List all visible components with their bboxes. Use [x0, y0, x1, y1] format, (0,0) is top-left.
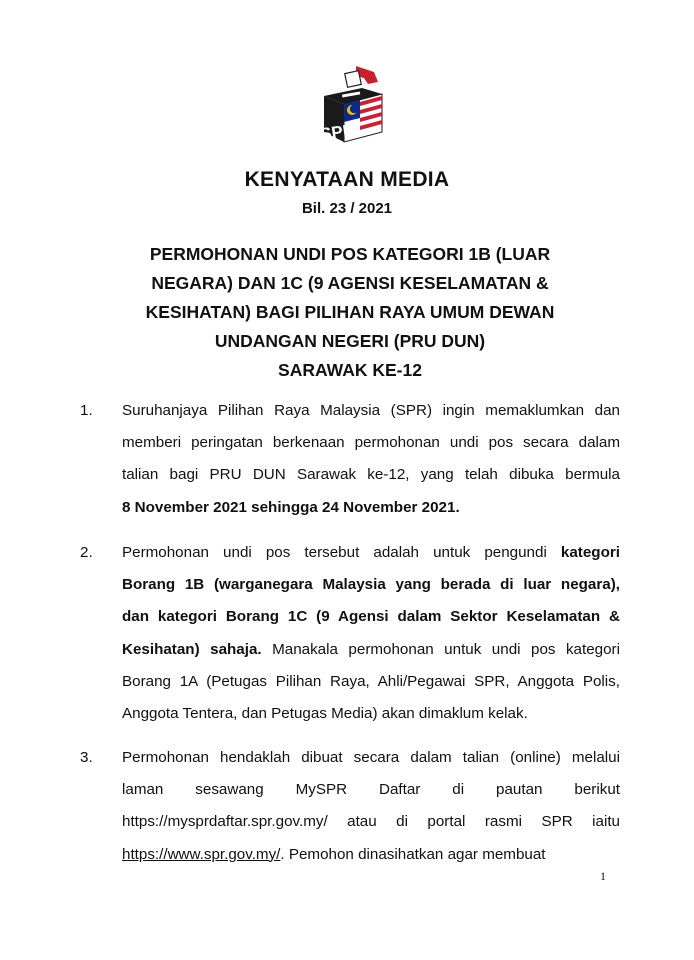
ballot-box-logo-icon: [316, 62, 388, 146]
paragraph-line: [122, 459, 620, 491]
statement-heading: [80, 240, 620, 385]
paragraph-line: [122, 569, 620, 601]
paragraph-line: [122, 839, 620, 871]
text-segment: https://mysprdaftar.spr.gov.my/ atau di portal rasmi SPR iaitu: [122, 813, 620, 831]
paragraph-3: [80, 742, 620, 871]
text-segment: Borang 1A (Petugas Pilihan Raya, Ahli/Pegawai SPR, Anggota Polis,: [122, 672, 620, 690]
paragraph-line: [122, 601, 620, 633]
paragraph-line: [122, 806, 620, 838]
paragraph-line: [122, 666, 620, 698]
paragraph-number: 3.: [80, 749, 93, 766]
heading-line: PERMOHONAN UNDI POS KATEGORI 1B (LUAR: [149, 244, 551, 264]
text-segment: memberi peringatan berkenaan permohonan undi pos secara dalam: [122, 434, 620, 452]
paragraph-number: 1.: [80, 402, 93, 419]
text-segment: Anggota Tentera, dan Petugas Media) akan dimaklum kelak.: [122, 705, 528, 723]
paragraph-line: [122, 395, 620, 427]
text-segment: . Pemohon dinasihatkan agar membuat: [280, 845, 546, 863]
text-segment: Permohonan undi pos tersebut adalah untuk pengundi: [122, 544, 561, 561]
paragraph-line: [122, 634, 620, 666]
text-segment: dan kategori Borang 1C (9 Agensi dalam Sektor Keselamatan &: [122, 608, 620, 626]
paragraph-line: [122, 427, 620, 459]
text-segment: Manakala permohonan untuk undi pos kategori: [261, 640, 620, 658]
heading-line: UNDANGAN NEGERI (PRU DUN): [214, 331, 486, 351]
text-segment: talian bagi PRU DUN Sarawak ke-12, yang telah dibuka bermula: [122, 466, 620, 484]
text-segment: Permohonan hendaklah dibuat secara dalam talian (online) melalui: [122, 749, 620, 766]
paragraph-line: [122, 537, 620, 569]
paragraph-line: [122, 698, 620, 730]
statement-number: Bil. 23 / 2021: [301, 200, 393, 217]
logo-text: SPR: [318, 120, 357, 145]
page-number: 1: [600, 869, 606, 883]
text-segment: 8 November 2021 sehingga 24 November 2021.: [122, 498, 460, 516]
paragraph-2: [80, 537, 620, 730]
paragraph-line: [122, 742, 620, 774]
text-segment: laman sesawang MySPR Daftar di pautan berikut: [122, 781, 620, 799]
text-segment: Kesihatan) sahaja.: [122, 640, 262, 658]
text-segment: kategori: [560, 544, 620, 561]
heading-line: SARAWAK KE-12: [278, 360, 422, 380]
paragraph-line: [122, 492, 620, 524]
text-segment: Borang 1B (warganegara Malaysia yang berada di luar negara),: [122, 576, 620, 594]
page-title: KENYATAAN MEDIA: [244, 168, 450, 191]
text-segment: Suruhanjaya Pilihan Raya Malaysia (SPR) ingin memaklumkan dan: [122, 402, 620, 419]
heading-line: NEGARA) DAN 1C (9 AGENSI KESELAMATAN &: [151, 273, 549, 293]
paragraph-1: [80, 395, 620, 524]
paragraph-number: 2.: [80, 544, 93, 561]
portal-link[interactable]: https://www.spr.gov.my/: [122, 845, 281, 863]
paragraph-line: [122, 774, 620, 806]
heading-line: KESIHATAN) BAGI PILIHAN RAYA UMUM DEWAN: [145, 302, 555, 322]
